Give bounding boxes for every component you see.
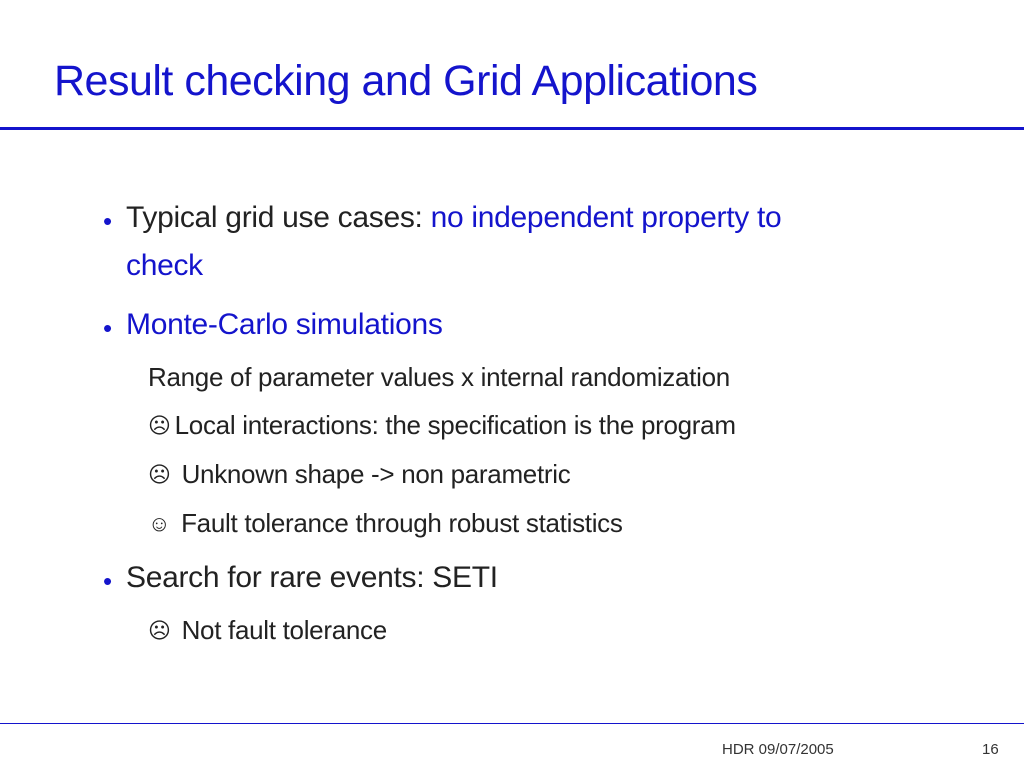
smile-face-icon: ☺	[148, 511, 171, 536]
sub-item-unknown-shape	[148, 461, 570, 487]
frown-face-icon: ☹	[148, 462, 171, 487]
bullet-use-cases-continuation: check	[126, 249, 203, 282]
footer-divider	[0, 723, 1024, 724]
slide-title: Result checking and Grid Applications	[54, 57, 758, 105]
frown-face-icon: ☹	[148, 618, 171, 643]
bullet-dot: •	[103, 206, 113, 236]
bullet-use-cases	[126, 203, 781, 233]
sub-item-not-fault-tolerance	[148, 617, 387, 643]
footer-label: HDR 09/07/2005	[722, 741, 834, 758]
bullet-dot: •	[103, 313, 113, 343]
bullet-dot: •	[103, 566, 113, 596]
sub-item-fault-text: Fault tolerance through robust statistics	[174, 508, 623, 538]
sub-item-local-interactions	[148, 412, 736, 438]
bullet-use-cases-prefix: Typical grid use cases:	[126, 201, 431, 234]
page-number: 16	[982, 741, 999, 758]
sub-item-local-text: Local interactions: the specification is the program	[174, 410, 736, 440]
sub-item-unknown-text: Unknown shape -> non parametric	[174, 459, 571, 489]
sub-item-not-fault-text: Not fault tolerance	[174, 615, 387, 645]
sub-item-fault-tolerance	[148, 510, 623, 536]
bullet-rare-events: Search for rare events: SETI	[126, 561, 498, 594]
frown-face-icon: ☹	[148, 413, 171, 438]
bullet-monte-carlo: Monte-Carlo simulations	[126, 308, 443, 341]
bullet-use-cases-highlight: no independent property to	[430, 201, 782, 234]
sub-item-range: Range of parameter values x internal randomization	[148, 362, 730, 392]
